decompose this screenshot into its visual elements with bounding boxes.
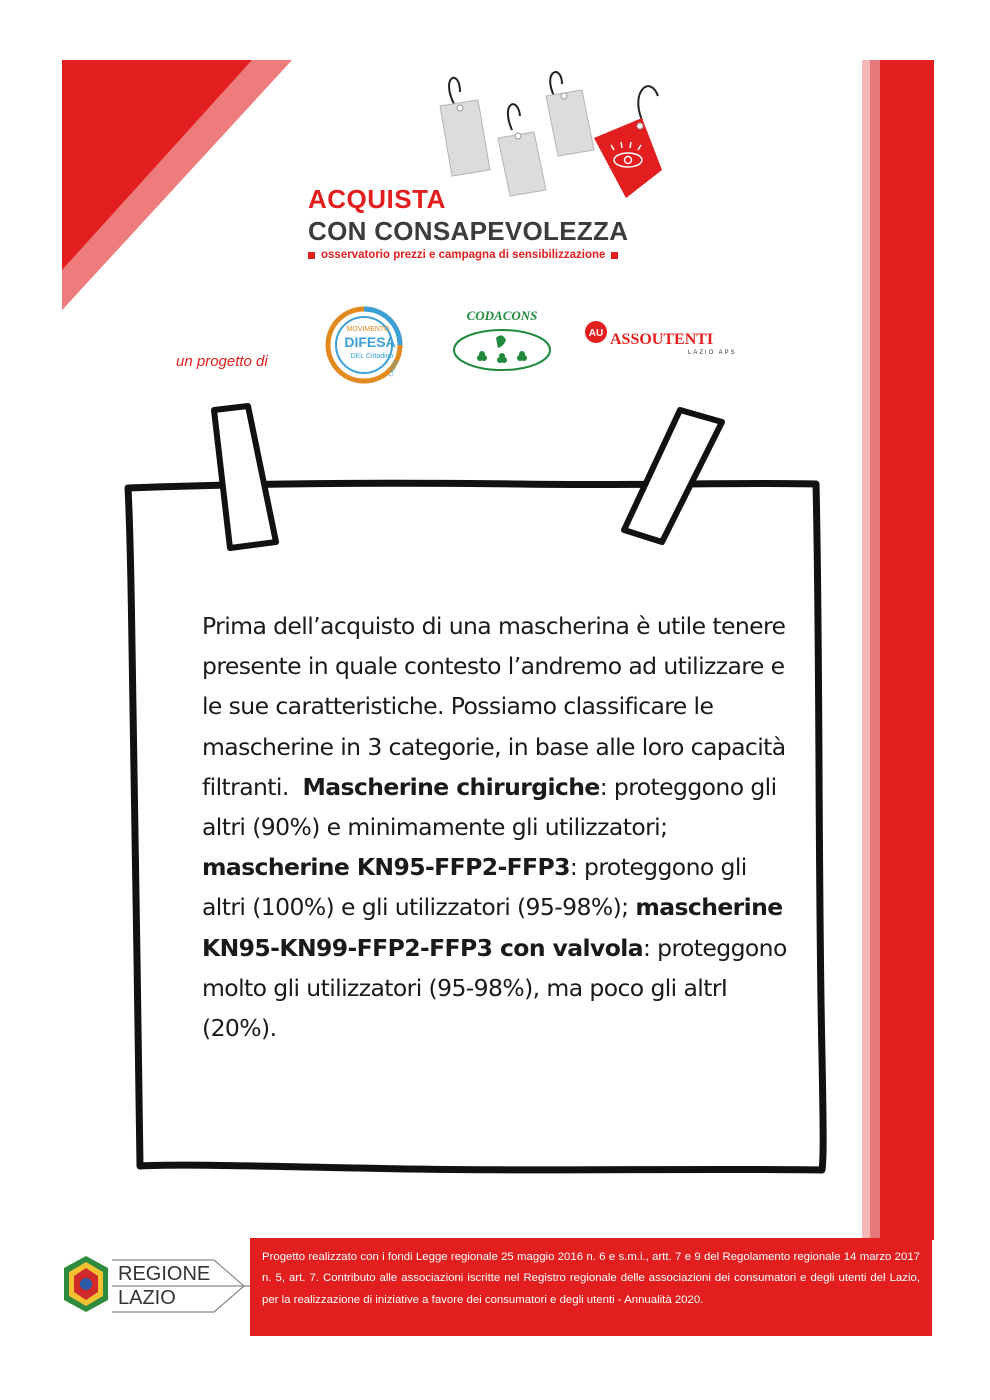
bullet-square-icon bbox=[308, 252, 315, 259]
region-name-line1: REGIONE bbox=[118, 1263, 211, 1285]
tape-left bbox=[214, 406, 276, 548]
tape-right bbox=[624, 410, 722, 542]
brand-title-line2: CON CONSAPEVOLEZZA bbox=[308, 216, 629, 246]
codacons-logo-text: CODACONS bbox=[466, 308, 538, 323]
assoutenti-name: ASSOUTENTI bbox=[610, 331, 714, 348]
note-kn95-desc: : proteggono gli altri (100%) e gli utilizzatori (95-98%); bbox=[202, 853, 747, 922]
assoutenti-sub: LAZIO APS bbox=[688, 350, 737, 356]
note-bold-valve: mascherine KN95-KN99-FFP2-FFP3 con valvola bbox=[202, 893, 783, 962]
project-by-label: un progetto di bbox=[176, 353, 268, 370]
mdc-logo-line3: DEL Cittadino bbox=[350, 353, 394, 360]
brand-subtitle bbox=[308, 249, 618, 261]
mdc-logo-line1: MOVIMENTO bbox=[346, 326, 390, 333]
note-valve-desc: : proteggono molto gli utilizzatori (95-98%), ma poco gli altrI (20%). bbox=[202, 933, 787, 1043]
bullet-square-icon bbox=[611, 252, 618, 259]
region-name bbox=[118, 1262, 210, 1310]
note-bold-kn95: mascherine KN95-FFP2-FFP3 bbox=[202, 853, 570, 882]
corner-triangle-decoration bbox=[62, 60, 292, 310]
right-stripe-decoration bbox=[862, 60, 934, 1240]
note-body-text bbox=[202, 606, 792, 1048]
price-tags-illustration bbox=[430, 66, 680, 216]
funding-notice-panel bbox=[250, 1238, 932, 1336]
note-surgical-desc: : proteggono gli altri (90%) e minimamente gli utilizzatori; bbox=[202, 772, 777, 842]
movimento-difesa-cittadino-logo bbox=[322, 305, 430, 385]
mdc-logo-line2: DIFESA bbox=[344, 334, 396, 350]
brand-title-line1: ACQUISTA bbox=[308, 184, 446, 214]
mdc-logo-line4: LAZIO bbox=[388, 359, 400, 378]
codacons-logo bbox=[446, 306, 558, 372]
note-bold-surgical: Mascherine chirurgiche bbox=[302, 772, 600, 801]
regione-lazio-emblem bbox=[60, 1254, 112, 1314]
brand-subtitle-text: osservatorio prezzi e campagna di sensibilizzazione bbox=[321, 249, 606, 261]
assoutenti-logo bbox=[584, 318, 754, 358]
region-name-line2: LAZIO bbox=[118, 1287, 176, 1309]
assoutenti-badge-text: AU bbox=[588, 328, 604, 339]
funding-notice-text: Progetto realizzato con i fondi Legge regionale 25 maggio 2016 n. 6 e s.m.i., artt. 7 e 9 del Regolamento regionale 14 marzo 2017 n. 5, art. 7. Contributo alle associazioni iscritte nel Registro regionale delle associazioni dei consumatori e degli utenti del Lazio, per la realizzazione di iniziative a favore dei consumatori e degli utenti - Annualità 2020. bbox=[262, 1251, 920, 1306]
note-intro: Prima dell’acquisto di una mascherina è utile tenere presente in quale contesto l’andremo ad utilizzare e le sue caratteristiche. Possiamo classificare le mascherine in 3 categorie, in base alle loro capacità filtranti. bbox=[202, 612, 786, 801]
